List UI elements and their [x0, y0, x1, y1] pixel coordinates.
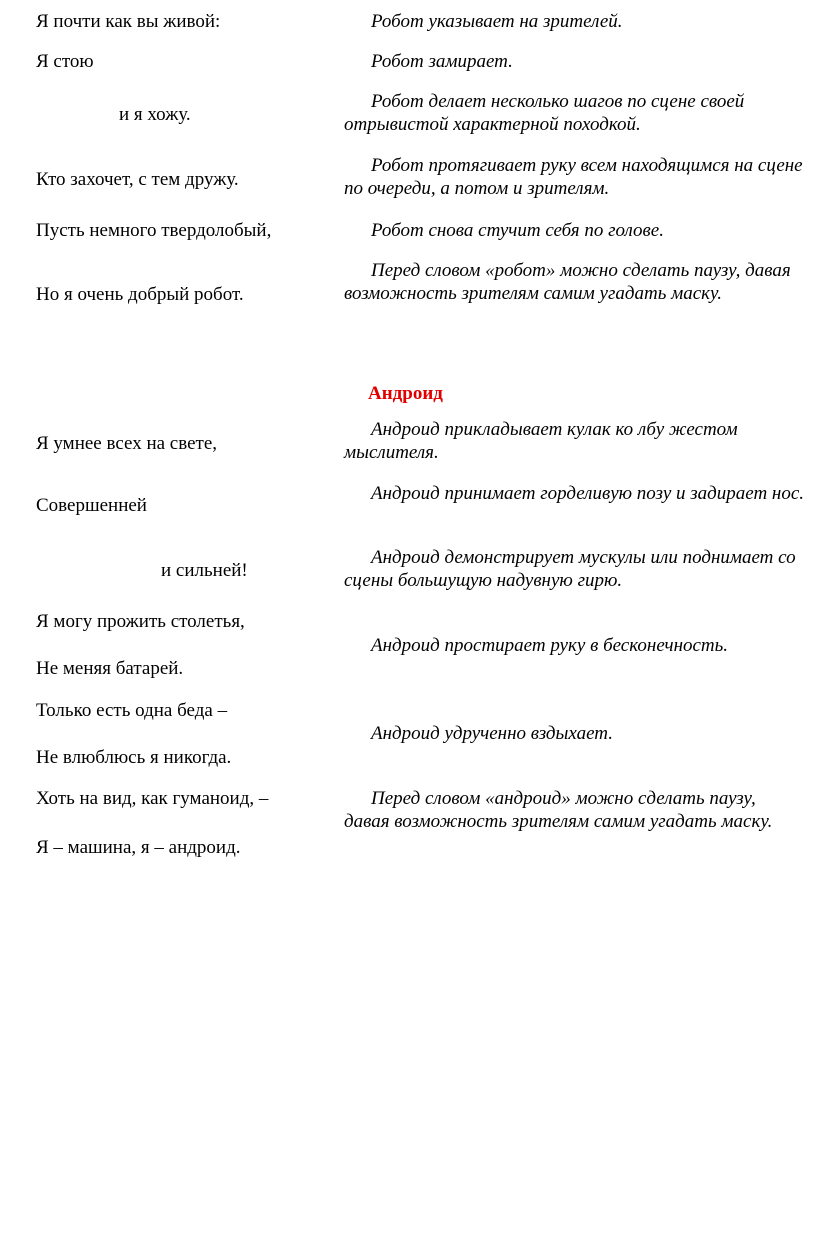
verse-line: Я – машина, я – андроид.: [36, 837, 241, 858]
stage-direction: Робот снова стучит себя по голове.: [371, 220, 664, 241]
stage-direction: Робот делает несколько шагов по сцене своей отрывистой характерной походкой.: [344, 91, 745, 135]
verse-line: Я умнее всех на свете,: [36, 433, 218, 454]
stage-direction: Робот указывает на зрителей.: [371, 11, 623, 32]
verse-line: Я стою: [36, 51, 94, 72]
section-heading: Андроид: [368, 383, 443, 404]
verse-line: Кто захочет, с тем дружу.: [36, 169, 239, 190]
verse-line: Но я очень добрый робот.: [36, 284, 244, 305]
stage-direction: Андроид демонстрирует мускулы или поднимает со сцены большущую надувную гирю.: [344, 547, 796, 591]
verse-line: Я почти как вы живой:: [36, 11, 221, 32]
stage-direction: Робот протягивает руку всем находящимся на сцене по очереди, а потом и зрителям.: [344, 155, 803, 199]
verse-line: Не влюблюсь я никогда.: [36, 747, 232, 768]
verse-line: Я могу прожить столетья,: [36, 611, 245, 632]
stage-direction: Робот замирает.: [371, 51, 513, 72]
stage-direction: Андроид прикладывает кулак ко лбу жестом мыслителя.: [344, 419, 738, 463]
verse-line: и я хожу.: [119, 104, 191, 125]
verse-line: Пусть немного твердолобый,: [36, 220, 272, 241]
verse-line: и сильней!: [161, 560, 248, 581]
stage-direction: Перед словом «андроид» можно сделать паузу, давая возможность зрителям самим угадать маску.: [344, 788, 773, 832]
stage-direction: Андроид удрученно вздыхает.: [371, 723, 613, 744]
verse-line: Не меняя батарей.: [36, 658, 184, 679]
stage-direction: Андроид простирает руку в бесконечность.: [371, 635, 729, 656]
verse-line: Совершенней: [36, 495, 147, 516]
stage-direction: Андроид принимает горделивую позу и задирает нос.: [371, 483, 805, 504]
verse-line: Хоть на вид, как гуманоид, –: [36, 788, 269, 809]
verse-line: Только есть одна беда –: [36, 700, 228, 721]
stage-direction: Перед словом «робот» можно сделать паузу, давая возможность зрителям самим угадать маску.: [344, 260, 791, 304]
